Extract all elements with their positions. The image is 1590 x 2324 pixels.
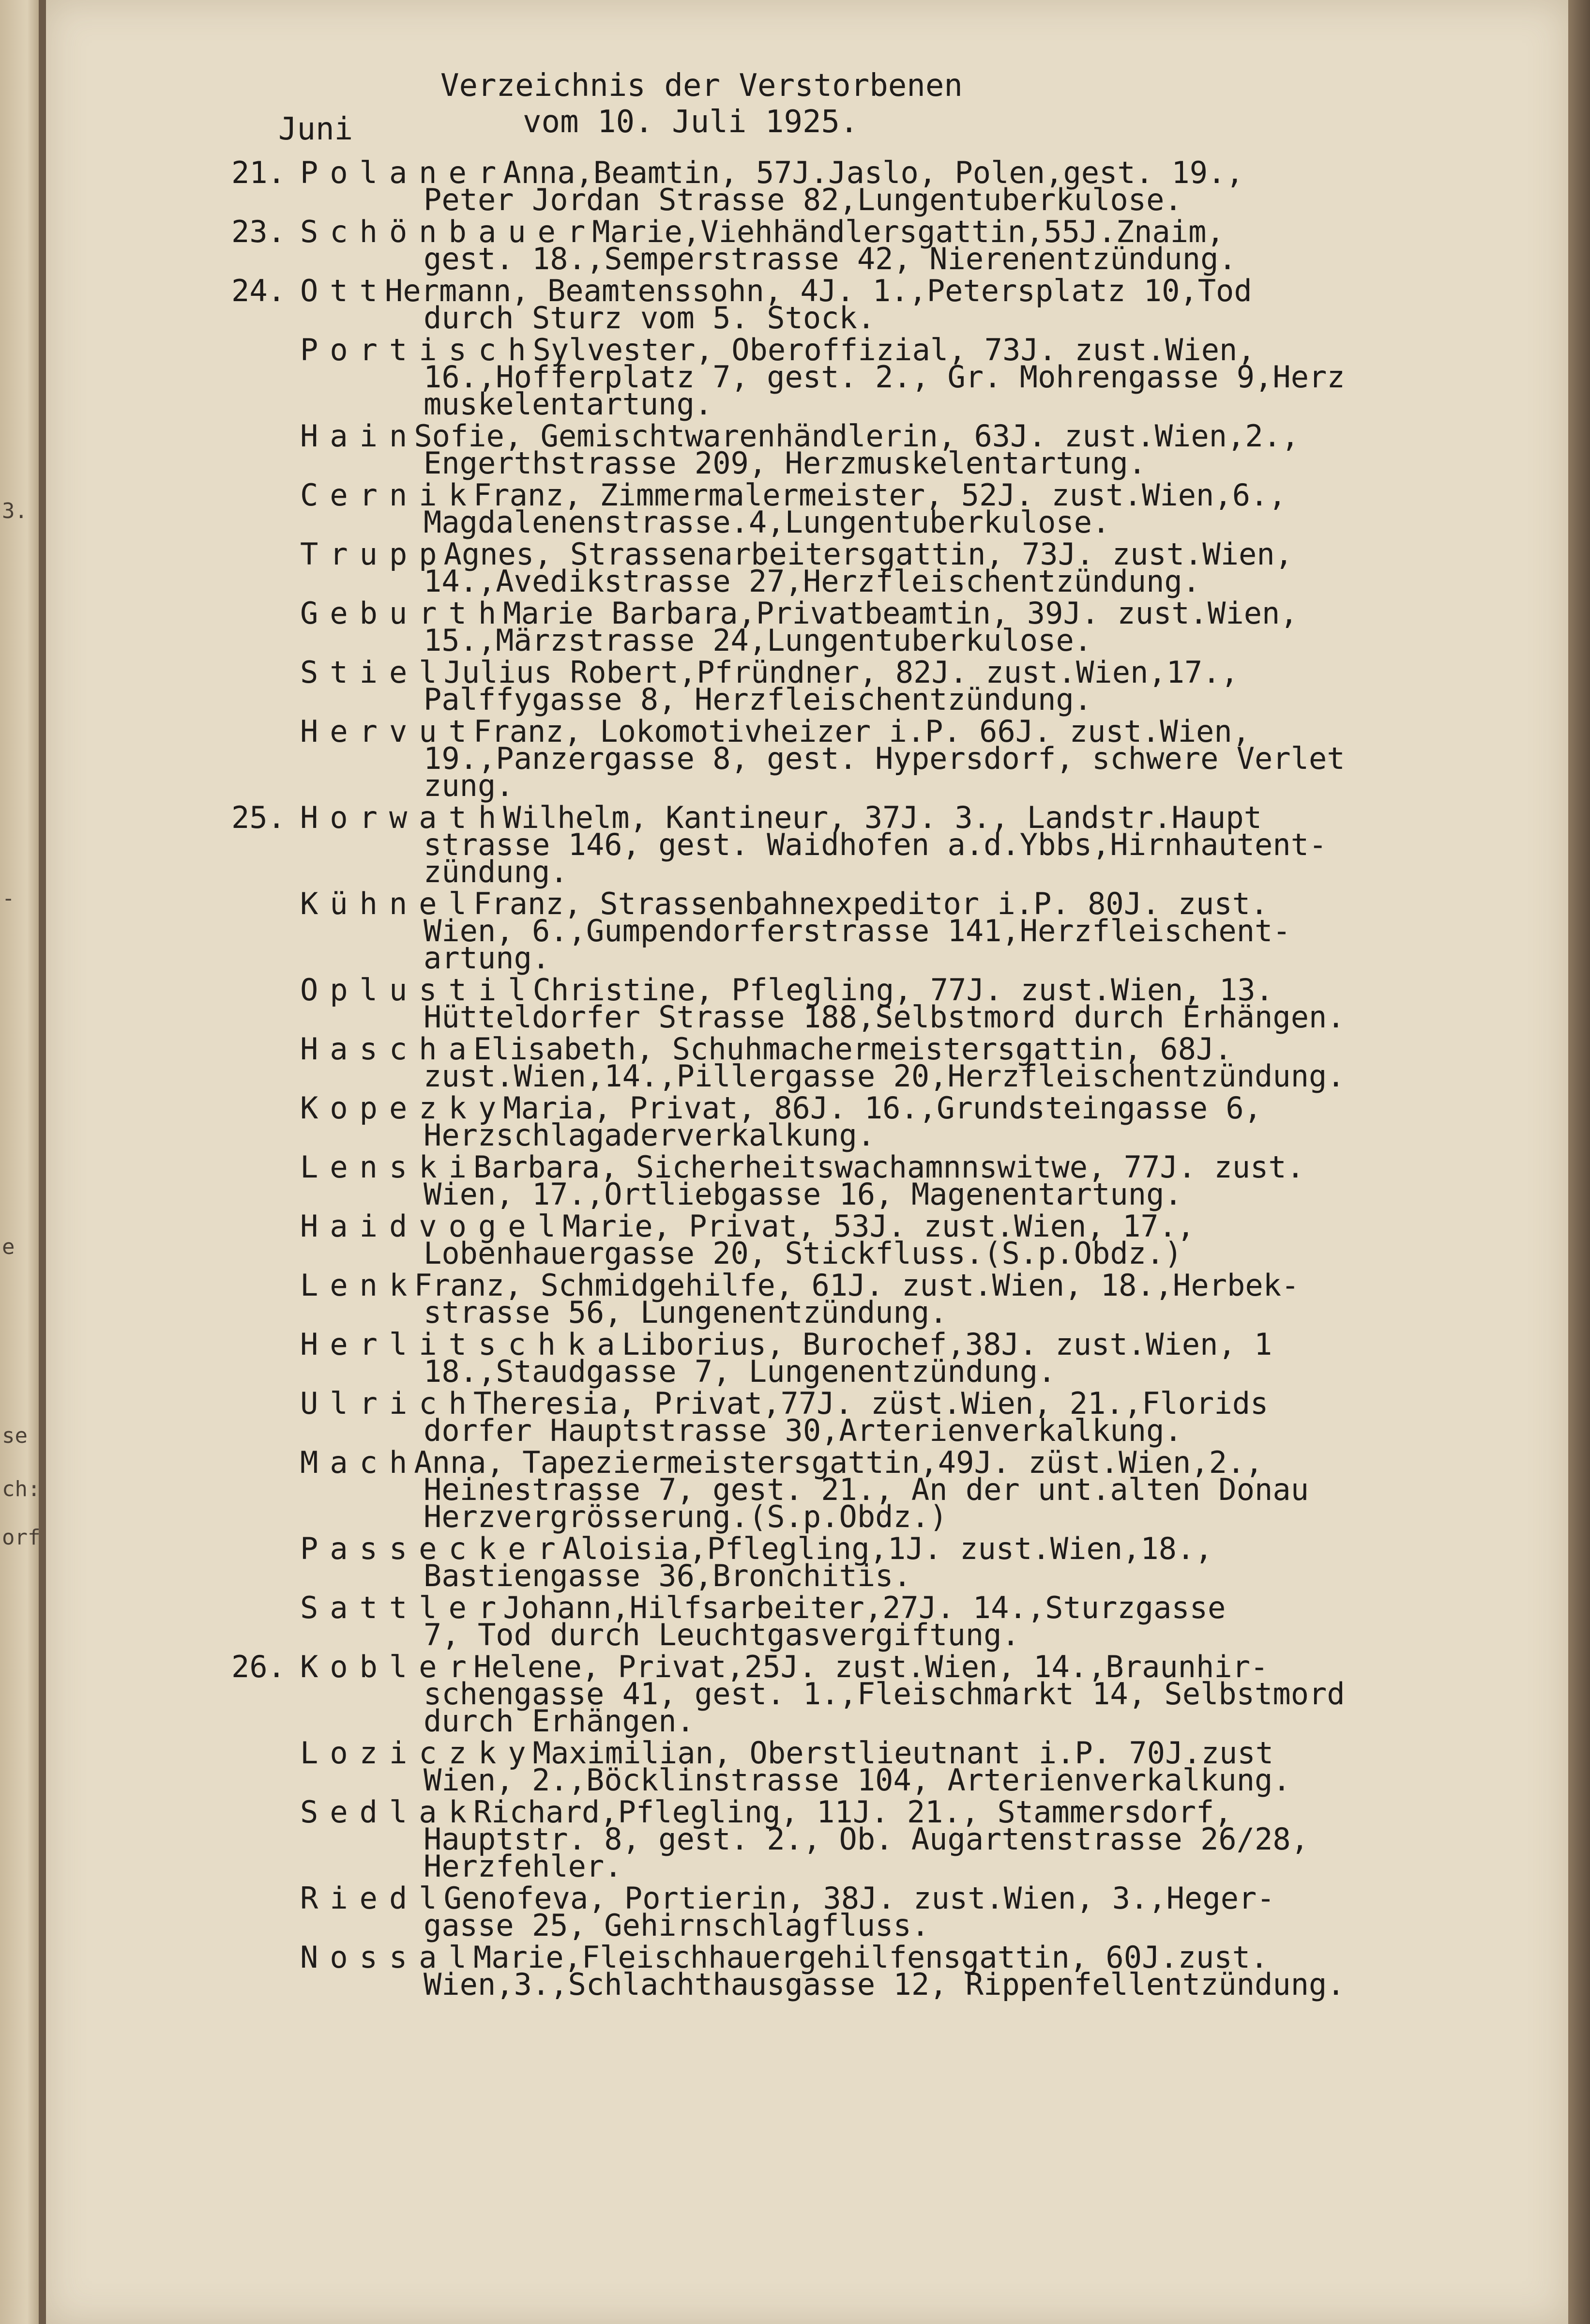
entry-details: Marie,Fleischhauergehilfensgattin, 60J.zust. — [473, 1940, 1269, 1975]
entry-surname: Ott — [300, 273, 389, 308]
entry-details: Franz, Schmidgehilfe, 61J. zust.Wien, 18.,Herbek- — [414, 1268, 1300, 1303]
entry-surname: Lenski — [300, 1149, 478, 1185]
entry-details-continued: 16.,Hofferplatz 7, gest. 2., Gr. Mohrengasse 9,Herz — [424, 359, 1345, 395]
entry-details-continued: durch Erhängen. — [424, 1703, 695, 1739]
entry-details: Franz, Strassenbahnexpeditor i.P. 80J. zust. — [473, 886, 1269, 921]
entry-details: Hermann, Beamtenssohn, 4J. 1.,Petersplatz 10,Tod — [385, 273, 1252, 308]
entry-details-continued: Engerthstrasse 209, Herzmuskelentartung. — [424, 445, 1147, 481]
entry-surname: Loziczky — [300, 1735, 538, 1771]
entry-surname: Nossal — [300, 1940, 478, 1975]
entry-surname: Hervut — [300, 714, 478, 749]
entry-details: Genofeva, Portierin, 38J. zust.Wien, 3.,Heger- — [443, 1881, 1275, 1916]
entry-details: Sylvester, Oberoffizial, 73J. zust.Wien, — [532, 332, 1256, 367]
entry-surname: Kopezky — [300, 1090, 508, 1126]
entry-details-continued: 7, Tod durch Leuchtgasvergiftung. — [424, 1617, 1020, 1652]
entry-surname: Stiel — [300, 655, 449, 690]
entry-details-continued: Wien, 17.,Ortliebgasse 16, Magenentartung. — [424, 1177, 1182, 1212]
entry-details: Marie,Viehhändlersgattin,55J.Znaim, — [592, 214, 1225, 249]
entry-details: Theresia, Privat,77J. züst.Wien, 21.,Florids — [473, 1386, 1269, 1421]
entry-details: Anna,Beamtin, 57J.Jaslo, Polen,gest. 19., — [503, 155, 1244, 190]
entry-details-continued: Herzvergrösserung.(S.p.Obdz.) — [424, 1499, 948, 1534]
entry-details: Helene, Privat,25J. zust.Wien, 14.,Braunhir- — [473, 1649, 1269, 1684]
entry-day: 23. — [231, 214, 286, 249]
entry-details: Barbara, Sicherheitswachamnnswitwe, 77J. zust. — [473, 1149, 1305, 1185]
entry-details-continued: strasse 146, gest. Waidhofen a.d.Ybbs,Hirnhautent- — [424, 827, 1327, 862]
entry-details: Richard,Pflegling, 11J. 21., Stammersdorf, — [473, 1794, 1232, 1830]
entry-details-continued: schengasse 41, gest. 1.,Fleischmarkt 14, Selbstmord — [424, 1676, 1345, 1712]
entry-details-continued: Heinestrasse 7, gest. 21., An der unt.alten Donau — [424, 1472, 1309, 1507]
left-page-fragment: orf — [2, 1525, 41, 1550]
entry-details-continued: gasse 25, Gehirnschlagfluss. — [424, 1908, 930, 1943]
entry-details-continued: zust.Wien,14.,Pillergasse 20,Herzfleischentzündung. — [424, 1058, 1345, 1094]
entry-details-continued: Lobenhauergasse 20, Stickfluss.(S.p.Obdz.) — [424, 1236, 1182, 1271]
entry-details-continued: Wien,3.,Schlachthausgasse 12, Rippenfellentzündung. — [424, 1967, 1345, 2002]
entry-details-continued: durch Sturz vom 5. Stock. — [424, 300, 876, 336]
document-title: Verzeichnis der Verstorbenen — [440, 68, 963, 104]
entry-surname: Trupp — [300, 536, 449, 572]
entry-details-continued: zündung. — [424, 854, 568, 889]
entry-surname: Kühnel — [300, 886, 478, 921]
document-page — [46, 0, 1568, 2324]
entry-details: Elisabeth, Schuhmachermeistersgattin, 68J. — [473, 1031, 1232, 1067]
left-page-fragment: - — [2, 886, 15, 911]
entry-details: Agnes, Strassenarbeitersgattin, 73J. zust.Wien, — [443, 536, 1293, 572]
entry-details: Anna, Tapeziermeistersgattin,49J. züst.Wien,2., — [414, 1445, 1263, 1480]
entry-details-continued: Wien, 6.,Gumpendorferstrasse 141,Herzfleischent- — [424, 913, 1291, 948]
page-edge-shadow — [1568, 0, 1590, 2324]
entry-surname: Hascha — [300, 1031, 478, 1067]
entry-surname: Passecker — [300, 1531, 567, 1566]
entry-details: Maria, Privat, 86J. 16.,Grundsteingasse 6, — [503, 1090, 1262, 1126]
entry-day: 24. — [231, 273, 286, 308]
entry-surname: Haidvogel — [300, 1208, 567, 1244]
month-label: Juni — [278, 111, 353, 147]
entry-details-continued: Wien, 2.,Böcklinstrasse 104, Arterienverkalkung. — [424, 1762, 1291, 1798]
entry-surname: Mach — [300, 1445, 419, 1480]
entry-day: 26. — [231, 1649, 286, 1684]
entry-details-continued: gest. 18.,Semperstrasse 42, Nierenentzündung. — [424, 241, 1237, 276]
entry-surname: Schönbauer — [300, 214, 597, 249]
entry-details-continued: Bastiengasse 36,Bronchitis. — [424, 1558, 911, 1593]
entry-details-continued: Palffygasse 8, Herzfleischentzündung. — [424, 682, 1092, 717]
left-page-edge — [0, 0, 39, 2324]
entry-details: Maximilian, Oberstlieutnant i.P. 70J.zust — [532, 1735, 1274, 1771]
left-page-fragment: e — [2, 1235, 15, 1259]
entry-details-continued: 15.,Märzstrasse 24,Lungentuberkulose. — [424, 623, 1092, 658]
entry-details-continued: Magdalenenstrasse.4,Lungentuberkulose. — [424, 505, 1110, 540]
entry-details-continued: artung. — [424, 940, 550, 976]
entry-details-continued: zung. — [424, 768, 514, 803]
left-page-fragment: 3. — [2, 499, 28, 523]
entry-details: Franz, Lokomotivheizer i.P. 66J. zust.Wien, — [473, 714, 1251, 749]
entry-details-continued: Hauptstr. 8, gest. 2., Ob. Augartenstrasse 26/28, — [424, 1821, 1309, 1857]
left-page-fragment: ch: — [2, 1477, 41, 1501]
entry-details-continued: Hütteldorfer Strasse 188,Selbstmord durch Erhängen. — [424, 999, 1345, 1035]
entry-surname: Oplustil — [300, 972, 538, 1008]
entry-surname: Sattler — [300, 1590, 508, 1625]
entry-details-continued: dorfer Hauptstrasse 30,Arterienverkalkung. — [424, 1413, 1182, 1448]
document-date: vom 10. Juli 1925. — [523, 104, 859, 140]
entry-details: Marie Barbara,Privatbeamtin, 39J. zust.Wien, — [503, 596, 1298, 631]
entry-details-continued: Herzschlagaderverkalkung. — [424, 1117, 876, 1153]
entry-details-continued: muskelentartung. — [424, 386, 713, 422]
entry-surname: Ulrich — [300, 1386, 478, 1421]
entry-surname: Herlitschka — [300, 1327, 627, 1362]
entry-details: Julius Robert,Pfründner, 82J. zust.Wien,17., — [443, 655, 1239, 690]
entry-surname: Geburth — [300, 596, 508, 631]
entry-details-continued: Peter Jordan Strasse 82,Lungentuberkulose. — [424, 182, 1182, 217]
entry-surname: Polaner — [300, 155, 508, 190]
entry-surname: Riedl — [300, 1881, 449, 1916]
entry-details: Christine, Pflegling, 77J. zust.Wien, 13. — [532, 972, 1274, 1008]
entry-surname: Sedlak — [300, 1794, 478, 1830]
entry-details-continued: 18.,Staudgasse 7, Lungenentzündung. — [424, 1354, 1056, 1389]
entry-day: 21. — [231, 155, 286, 190]
left-page-fragment: se — [2, 1423, 28, 1448]
death-register-list — [46, 0, 1568, 2324]
entry-details: Johann,Hilfsarbeiter,27J. 14.,Sturzgasse — [503, 1590, 1226, 1625]
entry-details-continued: Herzfehler. — [424, 1849, 622, 1884]
entry-surname: Portisch — [300, 332, 538, 367]
entry-surname: Cernik — [300, 477, 478, 513]
entry-surname: Horwath — [300, 800, 508, 835]
entry-details-continued: 19.,Panzergasse 8, gest. Hypersdorf, schwere Verlet — [424, 741, 1345, 776]
entry-details: Aloisia,Pflegling,1J. zust.Wien,18., — [562, 1531, 1213, 1566]
entry-day: 25. — [231, 800, 286, 835]
entry-surname: Kobler — [300, 1649, 478, 1684]
entry-details: Wilhelm, Kantineur, 37J. 3., Landstr.Haupt — [503, 800, 1262, 835]
entry-surname: Lenk — [300, 1268, 419, 1303]
entry-details-continued: 14.,Avedikstrasse 27,Herzfleischentzündung. — [424, 564, 1201, 599]
entry-details-continued: strasse 56, Lungenentzündung. — [424, 1295, 948, 1330]
entry-details: Marie, Privat, 53J. zust.Wien, 17., — [562, 1208, 1195, 1244]
entry-details: Liborius, Burochef,38J. zust.Wien, 1 — [621, 1327, 1272, 1362]
entry-surname: Hain — [300, 418, 419, 454]
entry-details: Franz, Zimmermalermeister, 52J. zust.Wien,6., — [473, 477, 1287, 513]
entry-details: Sofie, Gemischtwarenhändlerin, 63J. zust.Wien,2., — [414, 418, 1300, 454]
